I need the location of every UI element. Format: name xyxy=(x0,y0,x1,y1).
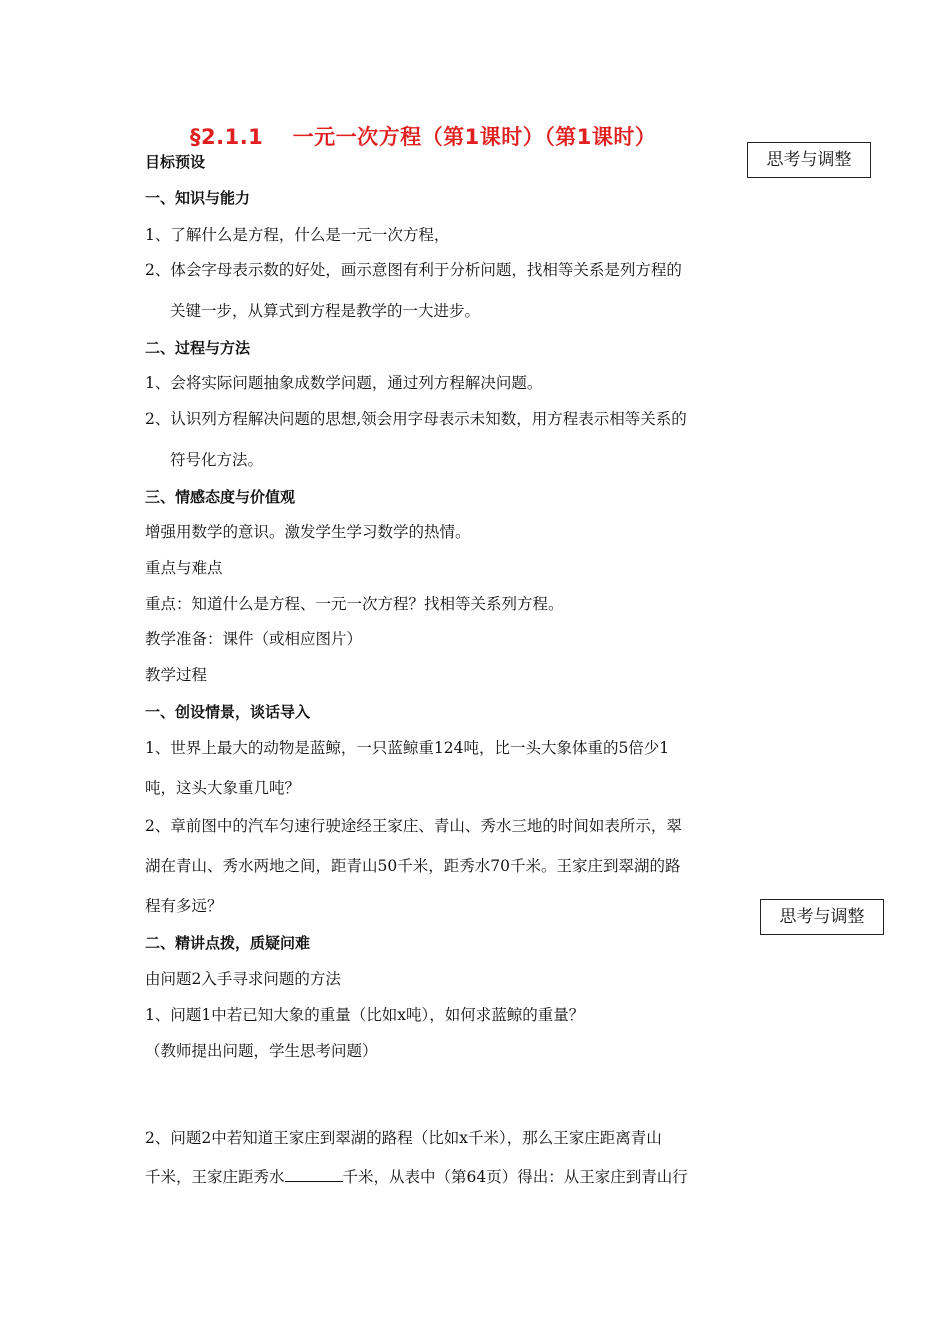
text-line: 关键一步，从算式到方程是教学的一大进步。 xyxy=(170,302,481,320)
section-heading: 目标预设 xyxy=(145,153,206,171)
section-heading: 一、知识与能力 xyxy=(145,189,251,207)
text-line: 教学过程 xyxy=(145,666,208,684)
text-line: 1、了解什么是方程，什么是一元一次方程， xyxy=(145,226,450,244)
section-heading: 一、创设情景，谈话导入 xyxy=(145,703,311,721)
text-line: （教师提出问题，学生思考问题） xyxy=(145,1042,378,1060)
document-title: §2.1.1 一元一次方程（第1课时）（第1课时） xyxy=(190,125,657,149)
section-heading: 三、情感态度与价值观 xyxy=(145,488,296,506)
text-line: 1、问题1中若已知大象的重量（比如x吨），如何求蓝鲸的重量？ xyxy=(145,1006,585,1024)
text-line: 程有多远？ xyxy=(145,897,223,915)
text-line: 吨，这头大象重几吨？ xyxy=(145,779,301,797)
text-line: 由问题2入手寻求问题的方法 xyxy=(145,970,341,988)
reflection-box: 思考与调整 xyxy=(760,899,884,935)
text-line: 重点：知道什么是方程、一元一次方程？找相等关系列方程。 xyxy=(145,595,564,613)
text-line: 湖在青山、秀水两地之间，距青山50千米，距秀水70千米。王家庄到翠湖的路 xyxy=(145,857,681,875)
text-line: 教学准备：课件（或相应图片） xyxy=(145,630,363,648)
text-fragment: 千米，从表中（第64页）得出：从王家庄到青山行 xyxy=(342,1168,688,1186)
text-line: 符号化方法。 xyxy=(170,451,264,469)
text-line: 2、问题2中若知道王家庄到翠湖的路程（比如x千米），那么王家庄距离青山 xyxy=(145,1129,662,1147)
text-line: 2、认识列方程解决问题的思想,领会用字母表示未知数，用方程表示相等关系的 xyxy=(145,410,687,428)
reflection-box: 思考与调整 xyxy=(747,142,871,178)
text-fragment: 千米，王家庄距秀水 xyxy=(145,1168,285,1186)
text-line: 2、章前图中的汽车匀速行驶途经王家庄、青山、秀水三地的时间如表所示，翠 xyxy=(145,817,682,835)
text-line: 重点与难点 xyxy=(145,559,223,577)
text-line xyxy=(145,1166,688,1188)
text-line: 1、会将实际问题抽象成数学问题，通过列方程解决问题。 xyxy=(145,374,543,392)
section-heading: 二、过程与方法 xyxy=(145,339,251,357)
text-line: 1、世界上最大的动物是蓝鲸，一只蓝鲸重124吨，比一头大象体重的5倍少1 xyxy=(145,739,670,757)
text-line: 2、体会字母表示数的好处，画示意图有利于分析问题，找相等关系是列方程的 xyxy=(145,261,682,279)
text-line: 增强用数学的意识。激发学生学习数学的热情。 xyxy=(145,523,471,541)
fill-in-blank xyxy=(285,1167,343,1182)
section-heading: 二、精讲点拨，质疑问难 xyxy=(145,934,311,952)
